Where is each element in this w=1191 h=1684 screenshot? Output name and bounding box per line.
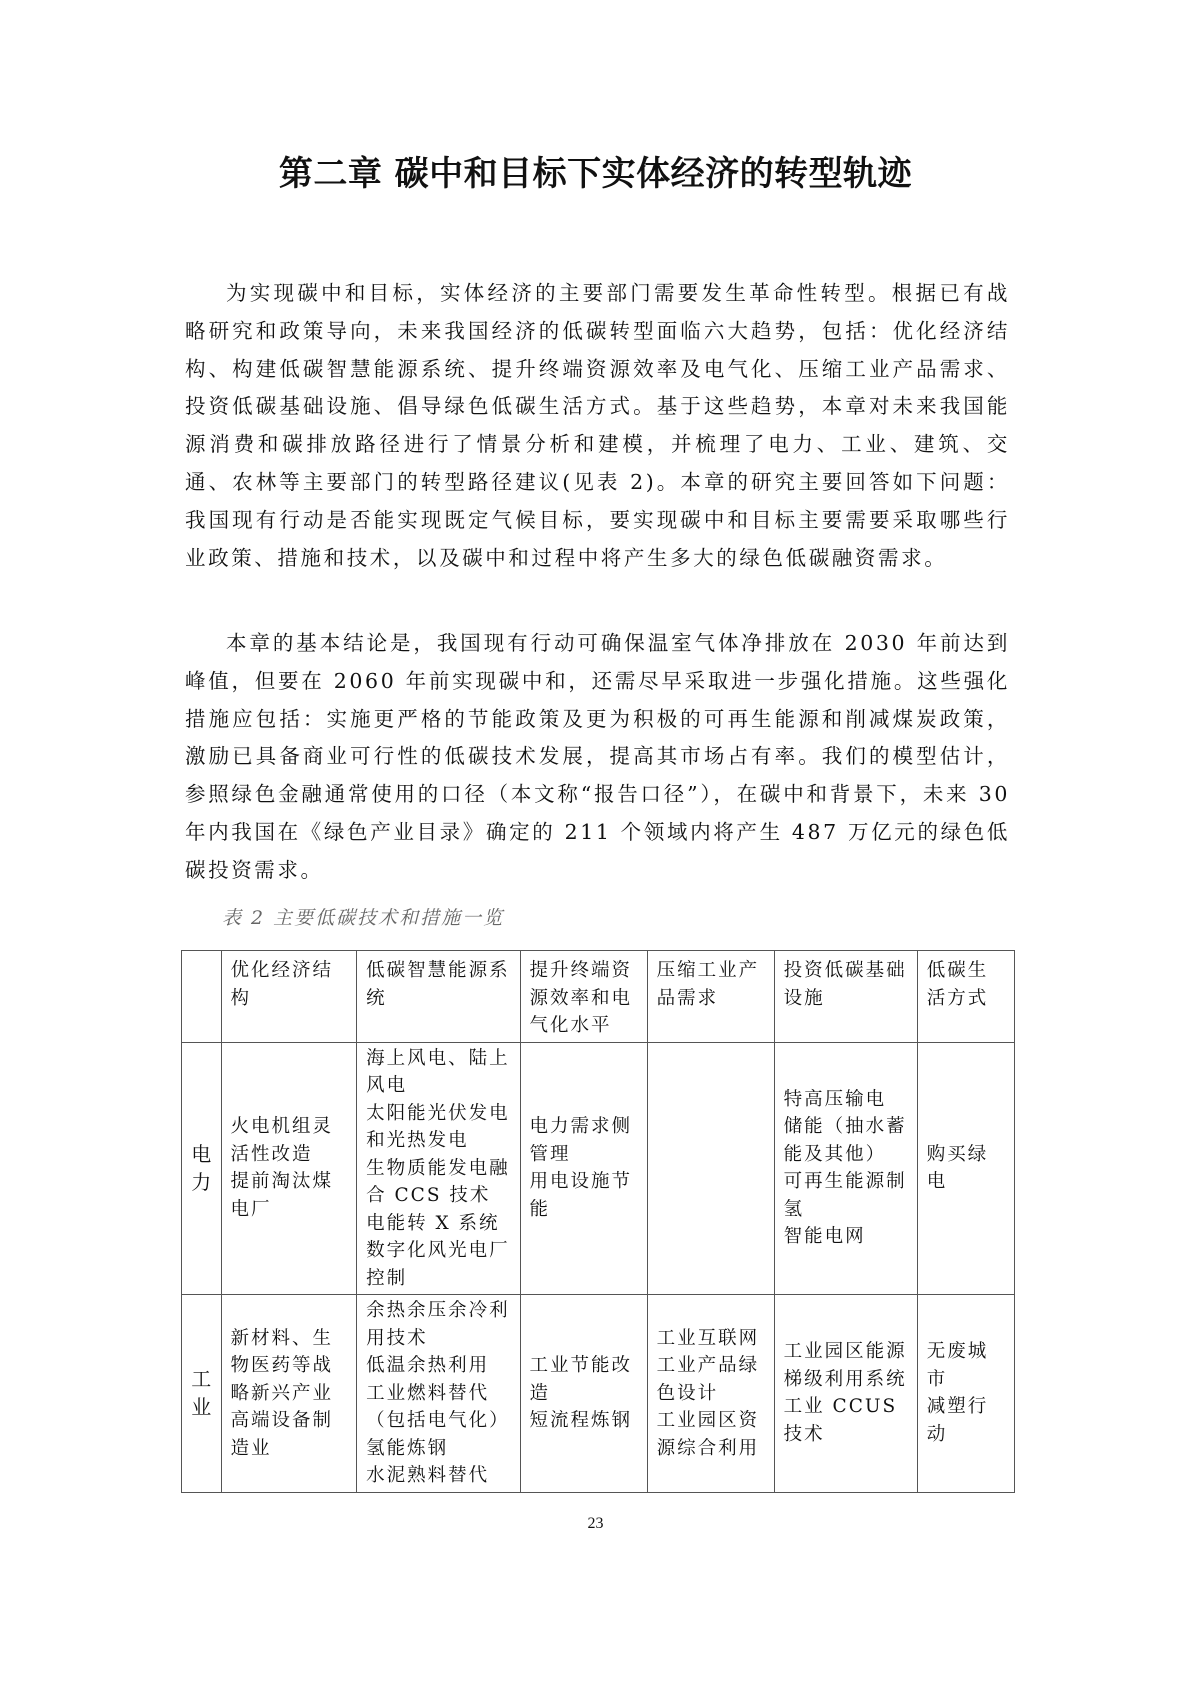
paragraph-intro: 为实现碳中和目标，实体经济的主要部门需要发生革命性转型。根据已有战略研究和政策导向，未来我国经济的低碳转型面临六大趋势，包括：优化经济结构、构建低碳智慧能源系统、提升终端资源效率及电气化、压缩工业产品需求、投资低碳基础设施、倡导绿色低碳生活方式。基于这些趋势，本章对未来我国能源消费和碳排放路径进行了情景分析和建模，并梳理了电力、工业、建筑、交通、农林等主要部门的转型路径建议(见表 2)。本章的研究主要回答如下问题：我国现有行动是否能实现既定气候目标，要实现碳中和目标主要需要采取哪些行业政策、措施和技术，以及碳中和过程中将产生多大的绿色低碳融资需求。 [185,281,1010,570]
table-cell [357,1042,520,1295]
cell-item: 电能转 X 系统 [366,1212,500,1234]
table-cell [917,1042,1014,1295]
page-number: 23 [587,1515,604,1532]
table-caption: 表 2 主要低碳技术和措施一览 [222,907,505,929]
cell-item: 工业节能改造 [529,1355,633,1404]
table-header-demand: 压缩工业产品需求 [647,951,774,1043]
table-header-lifestyle: 低碳生活方式 [917,951,1014,1043]
table-row-power [182,1042,1015,1295]
cell-item: 电力需求侧管理 [529,1116,633,1165]
cell-item: 工业产品绿色设计 [656,1355,760,1404]
table-cell [357,1295,520,1493]
cell-item: 工业互联网 [656,1327,760,1349]
sector-label-char: 力 [191,1170,212,1195]
cell-item: 无废城市 [926,1341,989,1390]
table-header-smart-energy: 低碳智慧能源系统 [357,951,520,1043]
cell-item: 储能（抽水蓄能及其他） [783,1116,907,1165]
low-carbon-measures-table [181,950,1015,1493]
table-cell [917,1295,1014,1493]
cell-item: 生物质能发电融合 CCS 技术 [366,1157,510,1206]
table-header-corner [182,951,222,1043]
chapter-title: 第二章 碳中和目标下实体经济的转型轨迹 [278,154,913,194]
cell-item: 氢能炼钢 [366,1437,449,1459]
table-cell [221,1042,357,1295]
cell-item: 太阳能光伏发电和光热发电 [366,1102,510,1151]
cell-item: 特高压输电 [783,1088,887,1110]
cell-item: 数字化风光电厂控制 [366,1240,510,1289]
table-cell [221,1295,357,1493]
sector-label [182,1295,222,1493]
cell-item: 海上风电、陆上风电 [366,1047,510,1096]
table-cell [647,1295,774,1493]
cell-item: 短流程炼钢 [529,1410,633,1431]
paragraph-conclusion: 本章的基本结论是，我国现有行动可确保温室气体净排放在 2030 年前达到峰值，但要在 2060 年前实现碳中和，还需尽早采取进一步强化措施。这些强化措施应包括：实施更严格的节能政策及更为积极的可再生能源和削减煤炭政策，激励已具备商业可行性的低碳技术发展，提高其市场占有率。我们的模型估计，参照绿色金融通常使用的口径（本文称“报告口径”），在碳中和背景下，未来 30 年内我国在《绿色产业目录》确定的 211 个领域内将产生 487 万亿元的绿色低碳投资需求。 [185,631,1010,882]
sector-label-char: 业 [191,1395,212,1420]
cell-item: 工业燃料替代（包括电气化） [366,1382,510,1431]
cell-item: 低温余热利用 [366,1355,490,1376]
table-cell [647,1042,774,1295]
cell-item: 减塑行动 [926,1396,989,1445]
table-header-efficiency: 提升终端资源效率和电气化水平 [520,951,647,1043]
cell-item: 余热余压余冷利用技术 [366,1300,510,1349]
table-cell [774,1295,917,1493]
table-row-industry [182,1295,1015,1493]
cell-item: 购买绿电 [926,1143,989,1193]
table-cell [520,1042,647,1295]
cell-item: 提前淘汰煤电厂 [230,1171,334,1220]
table-cell [774,1042,917,1295]
table-header-economic-structure: 优化经济结构 [221,951,357,1043]
table-header-row [182,951,1015,1043]
cell-item: 可再生能源制氢 [783,1171,907,1220]
table-header-infrastructure: 投资低碳基础设施 [774,951,917,1043]
cell-item: 智能电网 [783,1226,866,1248]
cell-item: 工业园区能源梯级利用系统 [783,1341,907,1390]
cell-item: 高端设备制造业 [230,1410,334,1459]
sector-label-char: 电 [191,1142,212,1167]
cell-item: 工业园区资源综合利用 [656,1410,760,1459]
cell-item: 火电机组灵活性改造 [230,1116,334,1165]
cell-item: 工业 CCUS 技术 [783,1396,898,1445]
sector-label-char: 工 [191,1367,212,1392]
cell-item: 用电设施节能 [529,1171,633,1220]
table-cell [520,1295,647,1493]
cell-item: 新材料、生物医药等战略新兴产业 [230,1327,334,1404]
cell-item: 水泥熟料替代 [366,1465,490,1486]
sector-label [182,1042,222,1295]
